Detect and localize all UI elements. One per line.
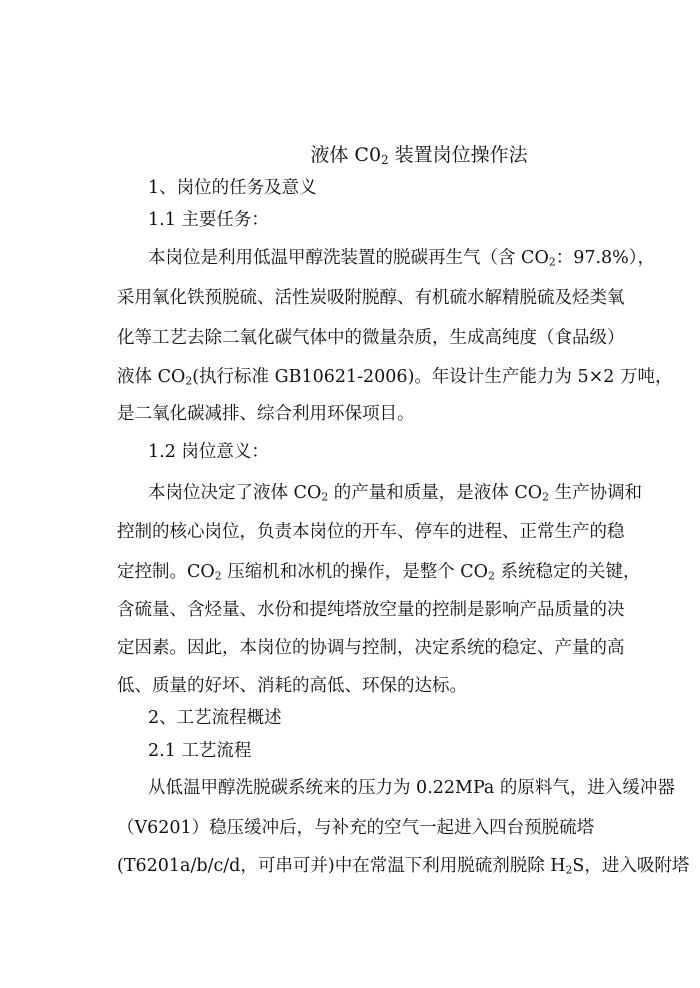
paragraph-2-line-6: 低、质量的好坏、消耗的高低、环保的达标。 [117,676,467,696]
paragraph-2-line-5: 定因素。因此，本岗位的协调与控制，决定系统的稳定、产量的高 [117,638,625,658]
section-1-1-heading: 1.1 主要任务： [148,210,269,230]
section-1-heading: 1、岗位的任务及意义 [148,178,317,198]
document-title: 液体 $C0_2$ 装置岗位操作法 [310,144,528,167]
section-2-1-heading: 2.1 工艺流程 [148,741,252,761]
section-1-2-heading: 1.2 岗位意义： [148,442,269,462]
section-2-heading: 2、工艺流程概述 [148,708,282,728]
paragraph-1-line-4: 液体 $CO_2$(执行标准 GB10621-2006)。年设计生产能力为 5×2 万吨， [117,367,673,388]
paragraph-3-line-2: （V6201）稳压缓冲后，与补充的空气一起进入四台预脱硫塔 [117,818,595,838]
paragraph-1-line-3: 化等工艺去除二氧化碳气体中的微量杂质，生成高纯度（食品级） [117,328,625,348]
paragraph-1-line-2: 采用氧化铁预脱硫、活性炭吸附脱醇、有机硫水解精脱硫及烃类氧 [117,288,625,308]
paragraph-1-line-5: 是二氧化碳减排、综合利用环保项目。 [117,404,415,424]
paragraph-1-line-1: 本岗位是利用低温甲醇洗装置的脱碳再生气（含 $CO_2$：97.8%）， [148,248,656,269]
paragraph-3-line-1: 从低温甲醇洗脱碳系统来的压力为 0.22MPa 的原料气，进入缓冲器 [148,778,675,798]
paragraph-2-line-2: 控制的核心岗位，负责本岗位的开车、停车的进程、正常生产的稳 [117,522,625,542]
paragraph-2-line-4: 含硫量、含烃量、水份和提纯塔放空量的控制是影响产品质量的决 [117,600,625,620]
paragraph-2-line-1: 本岗位决定了液体 $CO_2$ 的产量和质量，是液体 $CO_2$ 生产协调和 [148,483,643,504]
paragraph-3-line-3: (T6201a/b/c/d，可串可并)中在常温下利用脱硫剂脱除 $H_2S$，进入吸附塔 [117,856,690,877]
paragraph-2-line-3: 定控制。$CO_2$ 压缩机和冰机的操作，是整个 $CO_2$ 系统稳定的关键， [117,562,641,583]
